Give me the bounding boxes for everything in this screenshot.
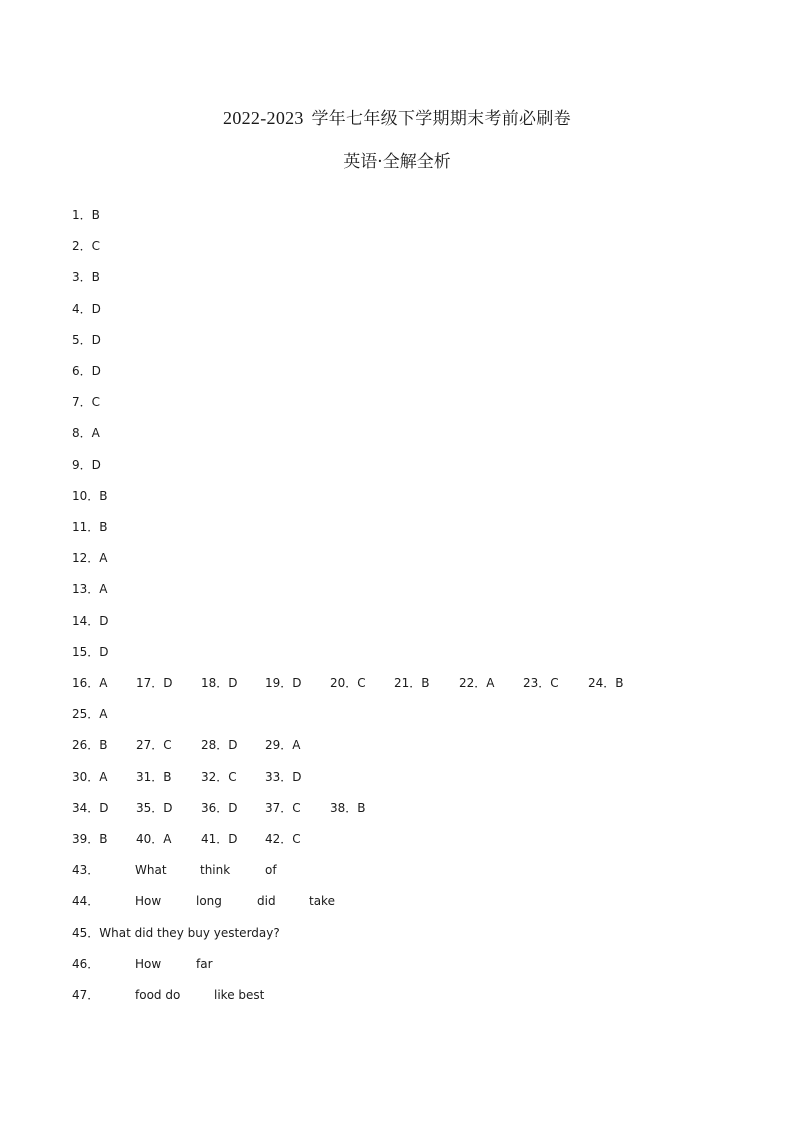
answer-item: 12．A [72, 551, 108, 566]
answer-item: 15．D [72, 644, 109, 659]
answer-item: How [135, 894, 162, 909]
page-subtitle: 英语·全解全析 [343, 152, 451, 172]
answer-item: 44． [72, 894, 100, 909]
answer-item: 42．C [265, 832, 301, 846]
answer-item: 5．D [72, 332, 101, 347]
answer-item: 35．D [136, 800, 173, 815]
answer-item: of [265, 863, 277, 878]
answer-item: 43． [72, 863, 100, 878]
answer-item: 21．B [394, 676, 430, 690]
answer-item: take [309, 894, 335, 909]
answer-item: 24．B [588, 676, 624, 690]
answer-item: 40．A [136, 832, 172, 846]
answer-item: 6．D [72, 364, 101, 378]
answer-item: 39．B [72, 832, 108, 846]
answer-item: 18．D [201, 676, 238, 690]
answer-item: 25．A [72, 707, 108, 722]
answer-item: 37．C [265, 800, 301, 815]
answer-item: 45．What did they buy yesterday? [72, 925, 280, 940]
answer-item: like best [214, 988, 265, 1002]
answer-item: 31．B [136, 769, 172, 784]
answer-item: 2．C [72, 239, 101, 254]
answer-item: 32．C [201, 769, 237, 784]
answer-item: 28．D [201, 738, 238, 753]
answer-item: 8．A [72, 426, 100, 441]
title-year: 2022-2023 [223, 108, 304, 128]
answer-item: 30．A [72, 769, 108, 784]
answer-item: 26．B [72, 738, 108, 753]
answer-item: long [196, 894, 222, 909]
answer-item: 3．B [72, 270, 100, 285]
answer-item: 34．D [72, 800, 109, 815]
answer-item: 33．D [265, 769, 302, 784]
answer-item: How [135, 956, 162, 971]
answer-item: 47． [72, 988, 100, 1002]
answer-item: far [196, 956, 213, 971]
answer-item: 4．D [72, 301, 101, 316]
answer-item: food do [135, 988, 181, 1002]
answer-item: 16．A [72, 676, 108, 690]
answer-item: 46． [72, 956, 100, 971]
answer-item: 13．A [72, 582, 108, 597]
answer-item: 11．B [72, 520, 108, 534]
answer-item: 17．D [136, 676, 173, 690]
title-text: 学年七年级下学期期末考前必刷卷 [311, 109, 571, 129]
answer-item: 10．B [72, 488, 108, 503]
answer-item: 20．C [330, 676, 366, 690]
answer-item: What [135, 863, 167, 878]
answer-item: think [200, 863, 231, 878]
answer-item: 36．D [201, 800, 238, 815]
answer-item: 27．C [136, 738, 172, 753]
answer-item: 38．B [330, 800, 366, 815]
answer-item: 19．D [265, 676, 302, 690]
answer-item: 41．D [201, 832, 238, 846]
answer-item: did [257, 894, 276, 909]
answer-item: 23．C [523, 676, 559, 690]
answer-item: 1．B [72, 208, 100, 222]
answer-item: 7．C [72, 395, 101, 410]
answer-item: 14．D [72, 613, 109, 628]
answer-item: 22．A [459, 676, 495, 690]
page-title [0, 104, 794, 129]
answer-item: 9．D [72, 457, 101, 472]
answer-item: 29．A [265, 738, 301, 753]
